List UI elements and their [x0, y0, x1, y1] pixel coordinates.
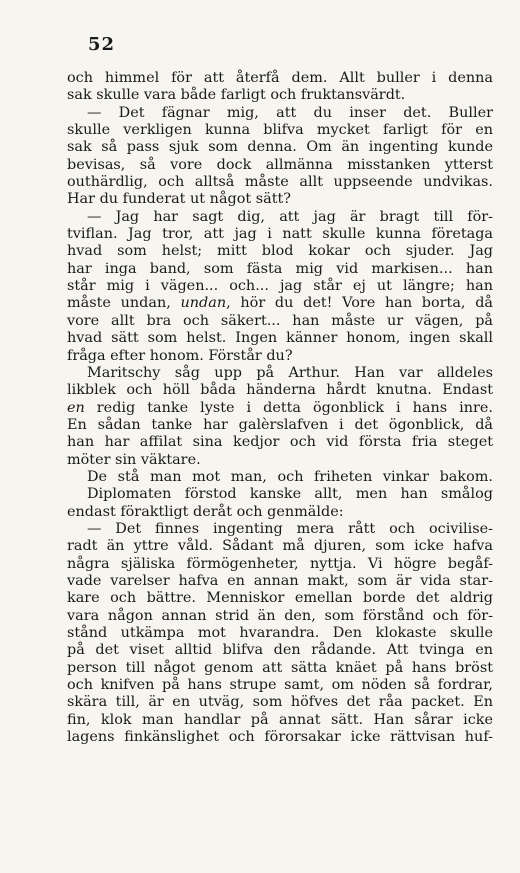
text-line: — Det fägnar mig, att du inser det. Buller — [87, 104, 493, 121]
text-line: hvad sätt som helst. Ingen känner honom, ingen skall — [67, 330, 493, 347]
text-line: radt än yttre våld. Sådant må djuren, som icke hafva — [67, 538, 493, 555]
text-line: en redig tanke lyste i detta ögonblick i hans inre. — [67, 399, 493, 416]
page-number: 52 — [88, 34, 116, 55]
text-line: Diplomaten förstod kanske allt, men han smålog — [87, 486, 493, 503]
text-line: på det viset alltid blifva den rådande. Att tvinga en — [67, 642, 493, 659]
text-line: möter sin väktare. — [67, 451, 201, 468]
text-line: står mig i vägen... och... jag står ej ut längre; han — [67, 278, 493, 295]
text-line: Maritschy såg upp på Arthur. Han var alldeles — [87, 364, 493, 381]
text-line: vore allt bra och säkert... han måste ur vägen, på — [67, 312, 493, 329]
text-line: likblek och höll båda händerna hårdt knutna. Endast — [67, 382, 493, 399]
text-line: — Jag har sagt dig, att jag är bragt till för- — [87, 208, 493, 225]
text-line: och knifven på hans strupe samt, om nöden så fordrar, — [67, 677, 493, 694]
text-line: några själiska förmögenheter, nyttja. Vi högre begåf- — [67, 555, 493, 572]
text-line: vade varelser hafva en annan makt, som är vida star- — [67, 572, 493, 589]
text-line: bevisas, så vore dock allmänna misstanken ytterst — [67, 156, 493, 173]
text-line: hvad som helst; mitt blod kokar och sjuder. Jag — [67, 243, 493, 260]
text-line: vara någon annan strid än den, som förstånd och för- — [67, 607, 493, 624]
text-line: person till något genom att sätta knäet på hans bröst — [67, 659, 493, 676]
text-line: outhärdlig, och alltså måste allt uppseende undvikas. — [67, 174, 493, 191]
text-line: sak skulle vara både farligt och fruktansvärdt. — [67, 87, 406, 104]
text-line: Har du funderat ut något sätt? — [67, 191, 291, 208]
body-text — [67, 70, 493, 746]
text-line: tviflan. Jag tror, att jag i natt skulle kunna företaga — [67, 226, 493, 243]
text-line: sak så pass sjuk som denna. Om än ingenting kunde — [67, 139, 493, 156]
text-line: han har affilat sina kedjor och vid första fria steget — [67, 434, 493, 451]
text-line: skära till, är en utväg, som höfves det råa packet. En — [67, 694, 493, 711]
text-line: fin, klok man handlar på annat sätt. Han sårar icke — [67, 711, 493, 728]
text-line: De stå man mot man, och friheten vinkar bakom. — [87, 468, 493, 485]
text-line: har inga band, som fästa mig vid markisen... han — [67, 260, 493, 277]
text-line: endast föraktligt deråt och genmälde: — [67, 503, 344, 520]
text-line: skulle verkligen kunna blifva mycket farligt för en — [67, 122, 493, 139]
text-line: fråga efter honom. Förstår du? — [67, 347, 293, 364]
text-line: lagens finkänslighet och förorsakar icke rättvisan huf- — [67, 729, 493, 746]
text-line: och himmel för att återfå dem. Allt buller i denna — [67, 70, 493, 86]
text-line: måste undan, undan, hör du det! Vore han borta, då — [67, 295, 493, 312]
text-line: stånd utkämpa mot hvarandra. Den klokaste skulle — [67, 625, 493, 641]
text-line: kare och bättre. Menniskor emellan borde det aldrig — [67, 590, 493, 607]
text-line: — Det finnes ingenting mera rått och ocivilise- — [87, 520, 493, 537]
text-line: En sådan tanke har galèrslafven i det ögonblick, då — [67, 416, 493, 433]
